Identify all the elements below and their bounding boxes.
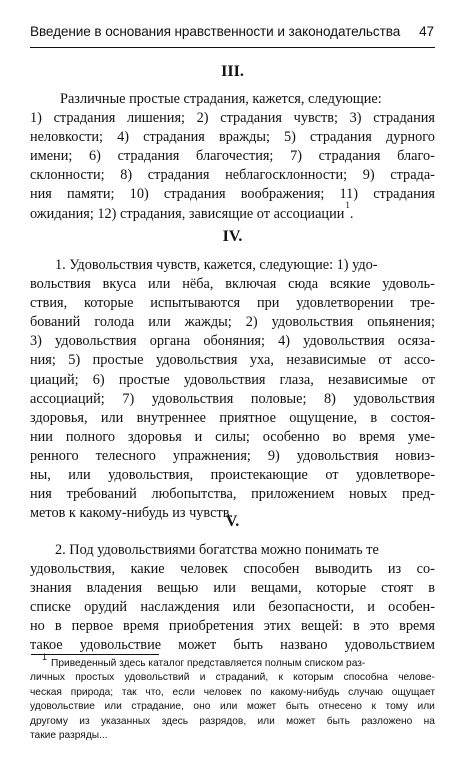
text-line: ожидания; 12) страдания, зависящие от ассоциации 1 . <box>30 205 435 224</box>
section-iv-paragraph <box>30 256 435 523</box>
footnote <box>30 652 435 743</box>
text-line: неловкости; 4) страдания вражды; 5) страдания дурного <box>30 129 435 146</box>
footnote-line: такие разряды... <box>30 729 108 741</box>
text-line: ствия, которые испытываются при удовлетворении тре- <box>30 295 435 312</box>
text-line: бований голода или жажды; 2) удовольствия опьянения; <box>30 314 435 331</box>
text-line: ния памяти; 10) страдания воображения; 11) страдания <box>30 186 435 203</box>
text-line: ассоциаций; 7) удовольствия половые; 8) удовольствия <box>30 390 435 407</box>
section-heading-iii: III. <box>221 63 244 80</box>
text-line: 3) удовольствия органа обоняния; 4) удовольствия осяза- <box>30 333 435 350</box>
section-iii-paragraph <box>30 90 435 224</box>
text-line-content: ожидания; 12) страдания, зависящие от ассоциации <box>30 205 345 222</box>
text-line: нии полного здоровья и силы; особенно во время уме- <box>30 428 435 445</box>
footnote-line <box>30 652 435 671</box>
footnote-marker: 1 <box>345 199 350 210</box>
footnote-line: ческая природа; так что, если человек по какому-нибудь случаю ощущает <box>30 686 435 698</box>
text-line: ны, или удовольствия, проистекающие от удовлетворе- <box>30 467 435 484</box>
footnote-number: 1 <box>42 652 48 662</box>
text-line: вольствия вкуса или нёба, включая сюда всякие удоволь- <box>30 276 435 293</box>
text-line: списке орудий наслаждения или безопасности, и особен- <box>30 599 435 616</box>
footnote-line-content: Приведенный здесь каталог представляется полным списком раз- <box>51 658 366 669</box>
header-rule <box>30 47 435 48</box>
text-line: 1) страдания лишения; 2) страдания чувств; 3) страдания <box>30 110 435 127</box>
section-heading-iv: IV. <box>222 228 243 245</box>
text-line: знания владения вещью или вещами, которые стоят в <box>30 580 435 597</box>
running-head <box>30 24 434 39</box>
text-line: но в первое время приобретения этих вещей: в это время <box>30 618 435 635</box>
text-line: 2. Под удовольствиями богатства можно понимать те <box>55 542 379 558</box>
text-line: циаций; 6) простые удовольствия глаза, независимые от <box>30 371 435 388</box>
text-line: склонности; 8) страдания неблагосклонности; 9) страда- <box>30 167 435 184</box>
text-line: такое удовольствие может быть названо удовольствием <box>30 637 435 654</box>
section-v-paragraph <box>30 541 435 656</box>
text-line: удовольствия, какие человек способен выводить из со- <box>30 561 435 578</box>
footnote-line: удовольствие или страдание, оно или может быть отнесено к тому или <box>30 701 435 713</box>
text-line: ния; 5) простые удовольствия уха, независимые от ассо- <box>30 352 435 369</box>
footnote-line: личных простых удовольствий и страданий, к которым способна челове- <box>30 672 435 684</box>
text-line: Различные простые страдания, кажется, следующие: <box>60 91 382 107</box>
section-heading-v: V. <box>225 513 240 530</box>
text-line: ренного телесного упражнения; 9) удовольствия новиз- <box>30 447 435 464</box>
running-head-title: Введение в основания нравственности и законодательства <box>30 24 401 39</box>
text-line: 1. Удовольствия чувств, кажется, следующие: 1) удо- <box>55 257 378 273</box>
text-line: имени; 6) страдания благочестия; 7) страдания благо- <box>30 148 435 165</box>
text-line: здоровья, или внутреннее приятное ощущение, в состоя- <box>30 409 435 426</box>
footnote-line: другому из указанных здесь разрядов, или может быть разложено на <box>30 715 435 727</box>
text-line: ния требований любопытства, приложением новых пред- <box>30 486 435 503</box>
footnote-rule <box>31 654 159 655</box>
page-number: 47 <box>419 24 434 39</box>
text-line: метов к какому-нибудь из чувств. <box>30 505 234 522</box>
